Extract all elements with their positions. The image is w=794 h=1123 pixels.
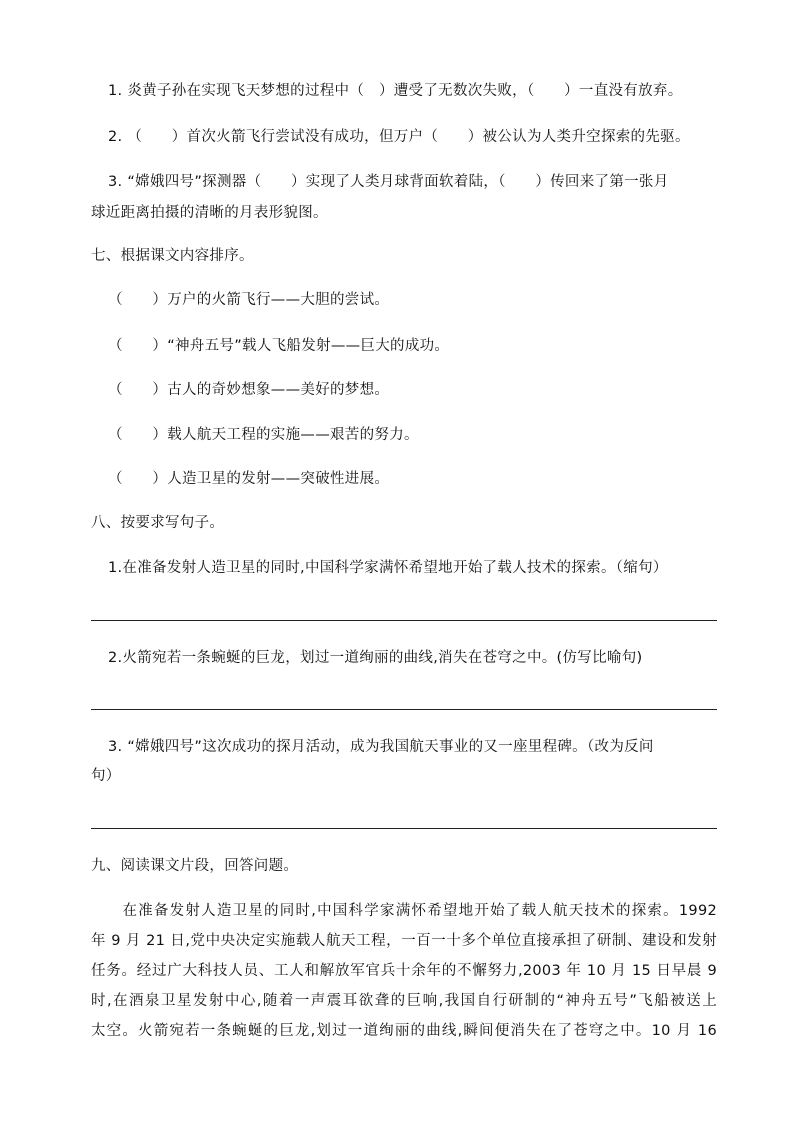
section8-question-3-line-1: 3. “嫦娥四号”这次成功的探月活动，成为我国航天事业的又一座里程碑。（改为反问 [108, 739, 654, 755]
section8-question-2: 2.火箭宛若一条蜿蜒的巨龙，划过一道绚丽的曲线,消失在苍穹之中。(仿写比喻句) [108, 650, 643, 666]
ordering-item: （ ）万户的火箭飞行——大胆的尝试。 [108, 292, 390, 308]
reading-passage [91, 896, 717, 1046]
ordering-item: （ ）“神舟五号”载人飞船发射——巨大的成功。 [108, 338, 450, 354]
passage-line: 太空。火箭宛若一条蜿蜒的巨龙,划过一道绚丽的曲线,瞬间便消失在了苍穹之中。10 月 16 [91, 1023, 717, 1039]
answer-line[interactable] [91, 620, 717, 621]
section8-question-3-line-2: 句） [91, 768, 121, 784]
section8-question-1: 1.在准备发射人造卫星的同时,中国科学家满怀希望地开始了载人技术的探索。（缩句） [108, 560, 668, 576]
answer-line[interactable] [91, 709, 717, 710]
section7-title: 七、根据课文内容排序。 [91, 248, 254, 264]
section8-title: 八、按要求写句子。 [91, 515, 225, 531]
passage-line: 时,在酒泉卫星发射中心,随着一声震耳欲聋的巨响,我国自行研制的“神舟五号”飞船被送上 [91, 993, 717, 1009]
passage-line: 在准备发射人造卫星的同时,中国科学家满怀希望地开始了载人航天技术的探索。1992 [91, 903, 717, 919]
section6-question-3-line-1: 3. “嫦娥四号”探测器（ ）实现了人类月球背面软着陆，（ ）传回来了第一张月 [108, 174, 669, 190]
passage-line: 任务。经过广大科技人员、工人和解放军官兵十余年的不懈努力,2003 年 10 月 15 日早晨 9 [91, 963, 717, 979]
ordering-item: （ ）古人的奇妙想象——美好的梦想。 [108, 382, 390, 398]
answer-line[interactable] [91, 828, 717, 829]
section9-title: 九、阅读课文片段，回答问题。 [91, 858, 299, 874]
ordering-item: （ ）人造卫星的发射——突破性进展。 [108, 471, 390, 487]
section6-question-1: 1. 炎黄子孙在实现飞天梦想的过程中（ ）遭受了无数次失败，（ ）一直没有放弃。 [108, 83, 683, 99]
passage-line: 年 9 月 21 日,党中央决定实施载人航天工程，一百一十多个单位直接承担了研制、建设和发射 [91, 933, 717, 949]
section6-question-2: 2. （ ）首次火箭飞行尝试没有成功，但万户（ ）被公认为人类升空探索的先驱。 [108, 129, 690, 145]
section6-question-3-line-2: 球近距离拍摄的清晰的月表形貌图。 [91, 205, 328, 221]
ordering-item: （ ）载人航天工程的实施——艰苦的努力。 [108, 427, 419, 443]
